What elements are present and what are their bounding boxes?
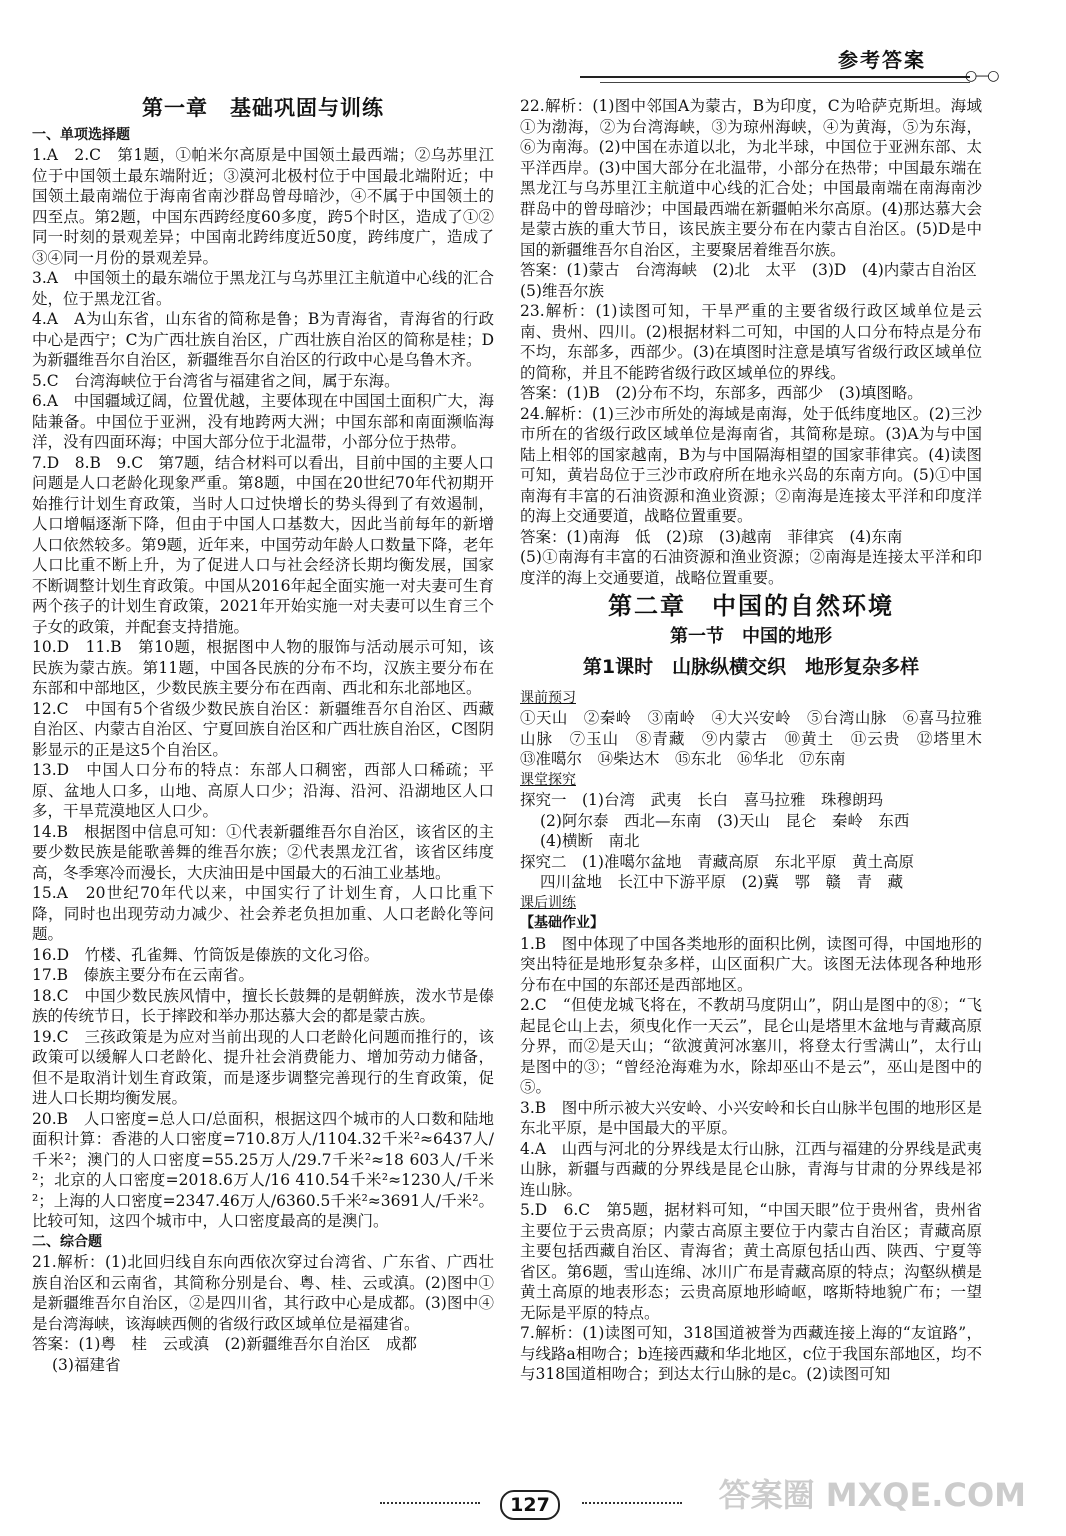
answer-item: 23.解析：(1)读图可知，干旱严重的主要省级行政区域单位是云南、贵州、四川。(2)根据材料二可知，中国的人口分布特点是分布不均，东部多，西部少。(3)在填图时注意是填写省级行政区域单位的简称，并且不能跨省级行政区域单位的界线。 [520,302,982,382]
answer-item: 20.B 人口密度=总人口/总面积，根据这四个城市的人口数和陆地面积计算：香港的人口密度=710.8万人/1104.32千米²≈6437人/千米²；澳门的人口密度=55.25万人/29.7千米²≈18 603人/千米²；北京的人口密度=2018.6万人/16 410.54千米²≈1230人/千米²；上海的人口密度=2347.46万人/6360.5千米²≈3691人/千米²。比较可知，这四个城市中，人口密度最高的是澳门。 [32,1109,494,1230]
preview-answers: ①天山 ②秦岭 ③南岭 ④大兴安岭 ⑤台湾山脉 ⑥喜马拉雅山脉 ⑦玉山 ⑧青藏 ⑨内蒙古 ⑩黄土 ⑪云贵 ⑫塔里木 ⑬准噶尔 ⑭柴达木 ⑮东北 ⑯华北 ⑰东南 [520,709,998,768]
answer-item: 4.A 山西与河北的分界线是太行山脉，江西与福建的分界线是武夷山脉，新疆与西藏的分界线是昆仑山脉，青海与甘肃的分界线是祁连山脉。 [520,1139,982,1199]
after-class-tag: 课后训练 [520,894,576,911]
right-column [520,96,998,1385]
answer-item: 19.C 三孩政策是为应对当前出现的人口老龄化问题而推行的，该政策可以缓解人口老龄化、提升社会消费能力、增加劳动力储备，但不是取消计划生育政策，而是逐步调整完善现行的生育政策，促进人口长期均衡发展。 [32,1027,494,1107]
basic-homework-tag: 【基础作业】 [520,915,604,931]
watermark-logo: 答案圈 MXQE.COM [718,1476,1026,1514]
answer-item: 1.B 图中体现了中国各类地形的面积比例，读图可得，中国地形的突出特征是地形复杂多样，山区面积广大。该图无法体现各种地形分布在中国的东部还是西部地区。 [520,934,982,994]
answer-line: 答案：(1)蒙古 台湾海峡 (2)北 太平 (3)D (4)内蒙古自治区 [520,261,977,279]
answer-line: (5)维吾尔族 [520,281,604,300]
chapter-title: 第一章 基础巩固与训练 [142,96,384,120]
answer-line: 答案：(1)粤 桂 云或滇 (2)新疆维吾尔自治区 成都 [32,1335,417,1353]
page-number [480,1490,580,1520]
answer-item: 15.A 20世纪70年代以来，中国实行了计划生育，人口比重下降，同时也出现劳动力减少、社会养老负担加重、人口老龄化等问题。 [32,884,494,943]
explore-line: 探究二 (1)准噶尔盆地 青藏高原 东北平原 黄土高原 [520,852,914,871]
section-heading: 二、综合题 [32,1233,102,1250]
answer-item: 22.解析：(1)图中邻国A为蒙古，B为印度，C为哈萨克斯坦。海域①为渤海，②为台湾海峡，③为琼州海峡，④为黄海，⑤为东海，⑥为南海。(2)中国在赤道以北，为北半球，中国位于亚洲东部、太平洋西岸。(3)中国大部分在北温带，小部分在热带；中国最东端在黑龙江与乌苏里江主航道中心线的汇合处；中国最南端在南海南沙群岛中的曾母暗沙；中国最西端在新疆帕米尔高原。(4)那达慕大会是蒙古族的重大节日，该民族主要分布在内蒙古自治区。(5)D是中国的新疆维吾尔自治区，主要聚居着维吾尔族。 [520,97,982,259]
page-number-text: 127 [500,1490,560,1520]
answer-item: 7.D 8.B 9.C 第7题，结合材料可以看出，目前中国的主要人口问题是人口老龄化现象严重。第8题，中国在20世纪70年代初期开始推行计划生育政策，当时人口过快增长的势头得到了有效遏制，人口增幅逐渐下降，但由于中国人口基数大，因此当前每年的新增人口依然较多。第9题，近年来，中国劳动年龄人口数量下降，老年人口比重不断上升，为了促进人口与社会经济长期均衡发展，国家不断调整计划生育政策。中国从2016年起全面实施一对夫妻可生育两个孩子的计划生育政策，2021年开始实施一对夫妻可以生育三个子女的政策，并配套支持措施。 [32,453,494,636]
answer-item: 21.解析：(1)北回归线自东向西依次穿过台湾省、广东省、广西壮族自治区和云南省，其简称分别是台、粤、桂、云或滇。(2)图中①是新疆维吾尔自治区，②是四川省，其行政中心是成都。(3)图中④是台湾海峡，该海峡西侧的省级行政区域单位是福建省。 [32,1253,494,1333]
answer-item: 7.解析：(1)读图可知，318国道被誉为西藏连接上海的“友谊路”，与线路a相吻合；b连接西藏和华北地区，c位于我国东部地区，均不与318国道相吻合；到达太行山脉的是c。(2)读图可知 [520,1324,982,1383]
answer-line: 答案：(1)B (2)分布不均，东部多，西部少 (3)填图略。 [520,384,923,402]
header-rule [580,76,970,78]
answer-item: 12.C 中国有5个省级少数民族自治区：新疆维吾尔自治区、西藏自治区、内蒙古自治区、宁夏回族自治区和广西壮族自治区，C图阴影显示的正是这5个自治区。 [32,699,494,759]
explore-line: 探究一 (1)台湾 武夷 长白 喜马拉雅 珠穆朗玛 [520,791,883,809]
answer-item: 5.D 6.C 第5题，据材料可知，“中国天眼”位于贵州省，贵州省主要位于云贵高原；内蒙古高原主要位于内蒙古自治区；青藏高原主要包括西藏自治区、青海省；黄土高原包括山西、陕西、宁夏等省区。第6题，雪山连绵、冰川广布是青藏高原的特点；沟壑纵横是黄土高原的地表形态；云贵高原地形崎岖，喀斯特地貌广布；一望无际是平原的特点。 [520,1201,982,1322]
answer-item: 13.D 中国人口分布的特点：东部人口稠密，西部人口稀疏；平原、盆地人口多，山地、高原人口少；沿海、沿河、沿湖地区人口多，干旱荒漠地区人口少。 [32,761,494,820]
explore-line: (2)阿尔泰 西北—东南 (3)天山 昆仑 秦岭 东西 [540,811,910,830]
answer-line: 答案：(1)南海 低 (2)琼 (3)越南 菲律宾 (4)东南 [520,527,903,546]
answer-item: 2.C “但使龙城飞将在，不教胡马度阴山”，阴山是图中的⑧；“飞起昆仑山上去，须曳化作一天云”，昆仑山是塔里木盆地与青藏高原分界，而②是天山；“欲渡黄河冰塞川，将登太行雪满山”，太行山是图中的③；“曾经沧海难为水，除却巫山不是云”，巫山是图中的⑤。 [520,996,982,1096]
answer-item: 17.B 傣族主要分布在云南省。 [32,966,255,984]
answer-line: (5)①南海有丰富的石油资源和渔业资源；②南海是连接太平洋和印度洋的海上交通要道，战略位置重要。 [520,548,982,587]
chapter-title: 第二章 中国的自然环境 [608,592,894,620]
explore-line: 四川盆地 长江中下游平原 (2)冀 鄂 赣 青 藏 [540,873,903,891]
header-title: 参考答案 [838,48,926,72]
explore-line: (4)横断 南北 [540,832,640,850]
footer-dots-left [380,1502,480,1504]
answer-line: (3)福建省 [52,1355,121,1374]
section-heading: 一、单项选择题 [32,126,130,143]
answer-item: 1.A 2.C 第1题，①帕米尔高原是中国领土最西端；②乌苏里江位于中国领土最东端附近；③漠河北极村位于中国最北端附近；中国领土最南端位于海南省南沙群岛曾母暗沙，④不属于中国领土的四至点。第2题，中国东西跨经度60多度，跨5个时区，造成了①②同一时刻的景观差异；中国南北跨纬度近50度，跨纬度广，造成了③④同一月份的景观差异。 [32,146,494,267]
class-tag: 课堂探究 [520,771,576,788]
answer-item: 18.C 中国少数民族风情中，擅长长鼓舞的是朝鲜族，泼水节是傣族的传统节日，长于摔跤和举办那达慕大会的都是蒙古族。 [32,986,494,1025]
section-title: 第一节 中国的地形 [670,625,832,647]
answer-item: 6.A 中国疆域辽阔，位置优越，主要体现在中国国土面积广大，海陆兼备。中国位于亚洲，没有地跨两大洲；中国东部和南面濒临海洋，没有四面环海；中国大部分位于北温带，小部分位于热带。 [32,392,494,451]
answer-item: 3.A 中国领土的最东端位于黑龙江与乌苏里江主航道中心线的汇合处，位于黑龙江省。 [32,269,494,308]
preview-tag: 课前预习 [520,689,576,706]
answer-item: 14.B 根据图中信息可知：①代表新疆维吾尔自治区，该省区的主要少数民族是能歌善舞的维吾尔族；②代表黑龙江省，该省区纬度高，冬季寒冷而漫长，大庆油田是中国最大的石油工业基地。 [32,822,494,882]
answer-item: 5.C 台湾海峡位于台湾省与福建省之间，属于东海。 [32,371,400,390]
answer-item: 16.D 竹楼、孔雀舞、竹筒饭是傣族的文化习俗。 [32,945,380,964]
answer-item: 24.解析：(1)三沙市所处的海域是南海，处于低纬度地区。(2)三沙市所在的省级行政区域单位是海南省，其简称是琼。(3)A为与中国陆上相邻的国家越南，B为与中国隔海相望的国家菲律宾。(4)读图可知，黄岩岛位于三沙市政府所在地永兴岛的东南方向。(5)①中国南海有丰富的石油资源和渔业资源；②南海是连接太平洋和印度洋的海上交通要道，战略位置重要。 [520,404,982,525]
header-circles-decoration: ○—○ [965,68,998,84]
answer-item: 3.B 图中所示被大兴安岭、小兴安岭和长白山脉半包围的地形区是东北平原，是中国最大的平原。 [520,1098,982,1137]
answer-item: 4.A A为山东省，山东省的简称是鲁；B为青海省，青海省的行政中心是西宁；C为广西壮族自治区，广西壮族自治区的简称是桂；D为新疆维吾尔自治区，新疆维吾尔自治区的行政中心是乌鲁木齐。 [32,310,494,369]
header-rule-thin [600,82,970,83]
lesson-title: 第1课时 山脉纵横交织 地形复杂多样 [582,656,920,678]
footer-dots-right [582,1502,682,1504]
answer-item: 10.D 11.B 第10题，根据图中人物的服饰与活动展示可知，该民族为蒙古族。第11题，中国各民族的分布不均，汉族主要分布在东部和中部地区，少数民族主要分布在西南、西北和东北部地区。 [32,638,494,697]
left-column [32,96,494,1375]
